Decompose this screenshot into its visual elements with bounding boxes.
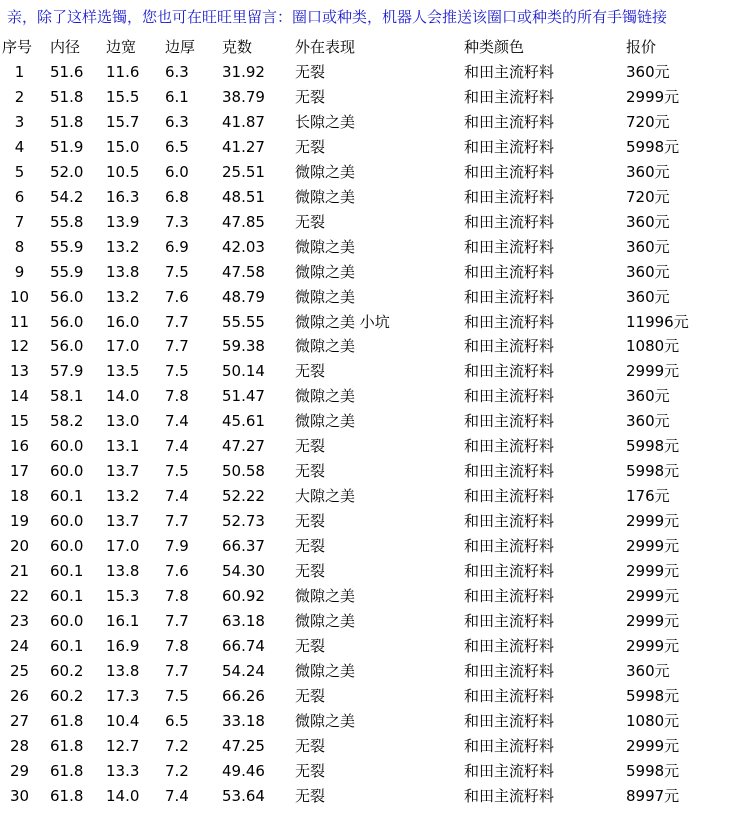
cell-thickness: 6.8 xyxy=(165,187,189,206)
cell-price: 8997元 xyxy=(626,786,680,805)
cell-weight: 47.85 xyxy=(222,212,265,231)
cell-thickness: 7.5 xyxy=(165,462,189,481)
cell-index: 18 xyxy=(9,487,30,506)
cell-weight: 66.26 xyxy=(222,686,265,705)
table-row xyxy=(2,110,726,135)
cell-inner-diameter: 60.1 xyxy=(50,636,84,655)
cell-weight: 49.46 xyxy=(222,761,265,780)
cell-index: 28 xyxy=(9,736,30,755)
cell-type-color: 和田主流籽料 xyxy=(464,312,555,331)
cell-weight: 41.27 xyxy=(222,137,265,156)
cell-price: 2999元 xyxy=(626,87,680,106)
cell-index: 15 xyxy=(9,412,30,431)
cell-price: 360元 xyxy=(626,661,670,680)
cell-width: 13.8 xyxy=(106,562,140,581)
cell-index: 13 xyxy=(9,362,30,381)
table-row xyxy=(2,734,726,759)
cell-inner-diameter: 55.8 xyxy=(50,212,84,231)
cell-index: 20 xyxy=(9,537,30,556)
cell-width: 15.5 xyxy=(106,87,140,106)
cell-index: 7 xyxy=(14,212,25,231)
cell-thickness: 7.8 xyxy=(165,636,189,655)
cell-weight: 50.14 xyxy=(222,362,265,381)
cell-type-color: 和田主流籽料 xyxy=(464,736,555,755)
cell-type-color: 和田主流籽料 xyxy=(464,686,555,705)
cell-appearance: 微隙之美 xyxy=(295,262,356,281)
header-price: 报价 xyxy=(626,38,657,56)
cell-thickness: 7.5 xyxy=(165,686,189,705)
cell-appearance: 微隙之美 xyxy=(295,387,356,406)
cell-appearance: 微隙之美 xyxy=(295,237,356,256)
cell-inner-diameter: 57.9 xyxy=(50,362,84,381)
cell-thickness: 7.4 xyxy=(165,487,189,506)
cell-thickness: 7.6 xyxy=(165,562,189,581)
table-row xyxy=(2,409,726,434)
cell-type-color: 和田主流籽料 xyxy=(464,63,555,81)
cell-type-color: 和田主流籽料 xyxy=(464,112,555,131)
cell-inner-diameter: 58.2 xyxy=(50,412,84,431)
cell-price: 360元 xyxy=(626,287,670,306)
cell-width: 13.9 xyxy=(106,212,140,231)
cell-type-color: 和田主流籽料 xyxy=(464,287,555,306)
cell-price: 2999元 xyxy=(626,362,680,381)
table-row xyxy=(2,434,726,459)
cell-type-color: 和田主流籽料 xyxy=(464,711,555,730)
cell-inner-diameter: 51.6 xyxy=(50,63,84,81)
cell-weight: 47.27 xyxy=(222,437,265,456)
header-type-color: 种类颜色 xyxy=(464,38,525,56)
cell-index: 23 xyxy=(9,611,30,630)
cell-appearance: 长隙之美 xyxy=(295,112,356,131)
table-row xyxy=(2,260,726,285)
cell-type-color: 和田主流籽料 xyxy=(464,587,555,606)
cell-thickness: 7.2 xyxy=(165,761,189,780)
cell-width: 13.2 xyxy=(106,237,140,256)
header-inner-diameter: 内径 xyxy=(50,38,81,56)
table-body xyxy=(2,60,726,809)
cell-index: 11 xyxy=(9,312,30,331)
cell-weight: 31.92 xyxy=(222,63,265,81)
cell-thickness: 7.4 xyxy=(165,786,189,805)
table-row xyxy=(2,185,726,210)
cell-inner-diameter: 61.8 xyxy=(50,761,84,780)
cell-width: 16.3 xyxy=(106,187,140,206)
cell-index: 19 xyxy=(9,512,30,531)
cell-index: 24 xyxy=(9,636,30,655)
cell-thickness: 7.9 xyxy=(165,537,189,556)
cell-weight: 48.79 xyxy=(222,287,265,306)
cell-index: 17 xyxy=(9,462,30,481)
table-row xyxy=(2,359,726,384)
cell-width: 10.4 xyxy=(106,711,140,730)
cell-price: 360元 xyxy=(626,162,670,181)
cell-appearance: 无裂 xyxy=(295,137,326,156)
cell-index: 3 xyxy=(14,112,25,131)
cell-width: 13.0 xyxy=(106,412,140,431)
cell-type-color: 和田主流籽料 xyxy=(464,562,555,581)
cell-width: 17.0 xyxy=(106,537,140,556)
cell-width: 12.7 xyxy=(106,736,140,755)
cell-width: 15.0 xyxy=(106,137,140,156)
table-row xyxy=(2,285,726,310)
cell-price: 720元 xyxy=(626,187,670,206)
cell-appearance: 无裂 xyxy=(295,63,326,81)
cell-type-color: 和田主流籽料 xyxy=(464,512,555,531)
cell-inner-diameter: 60.1 xyxy=(50,562,84,581)
cell-price: 360元 xyxy=(626,262,670,281)
cell-appearance: 无裂 xyxy=(295,686,326,705)
cell-appearance: 无裂 xyxy=(295,636,326,655)
cell-price: 5998元 xyxy=(626,761,680,780)
cell-type-color: 和田主流籽料 xyxy=(464,262,555,281)
cell-type-color: 和田主流籽料 xyxy=(464,337,555,356)
cell-inner-diameter: 60.0 xyxy=(50,537,84,556)
cell-type-color: 和田主流籽料 xyxy=(464,487,555,506)
cell-index: 5 xyxy=(14,162,25,181)
cell-weight: 66.37 xyxy=(222,537,265,556)
table-row xyxy=(2,160,726,185)
cell-width: 17.3 xyxy=(106,686,140,705)
table-row xyxy=(2,634,726,659)
cell-weight: 54.30 xyxy=(222,562,265,581)
cell-thickness: 7.5 xyxy=(165,262,189,281)
cell-width: 13.1 xyxy=(106,437,140,456)
cell-weight: 52.22 xyxy=(222,487,265,506)
cell-width: 13.3 xyxy=(106,761,140,780)
cell-width: 16.1 xyxy=(106,611,140,630)
cell-width: 17.0 xyxy=(106,337,140,356)
cell-weight: 48.51 xyxy=(222,187,265,206)
cell-weight: 41.87 xyxy=(222,112,265,131)
cell-weight: 54.24 xyxy=(222,661,265,680)
cell-price: 5998元 xyxy=(626,137,680,156)
cell-weight: 51.47 xyxy=(222,387,265,406)
cell-price: 2999元 xyxy=(626,636,680,655)
header-weight: 克数 xyxy=(222,38,253,56)
cell-appearance: 微隙之美 xyxy=(295,337,356,356)
cell-width: 13.8 xyxy=(106,262,140,281)
cell-type-color: 和田主流籽料 xyxy=(464,636,555,655)
cell-type-color: 和田主流籽料 xyxy=(464,761,555,780)
cell-inner-diameter: 61.8 xyxy=(50,786,84,805)
cell-price: 1080元 xyxy=(626,337,680,356)
cell-appearance: 微隙之美 xyxy=(295,287,356,306)
cell-inner-diameter: 60.0 xyxy=(50,512,84,531)
cell-thickness: 7.8 xyxy=(165,387,189,406)
cell-thickness: 7.7 xyxy=(165,512,189,531)
cell-price: 360元 xyxy=(626,412,670,431)
cell-inner-diameter: 60.0 xyxy=(50,437,84,456)
cell-index: 26 xyxy=(9,686,30,705)
cell-inner-diameter: 60.1 xyxy=(50,487,84,506)
cell-appearance: 微隙之美 xyxy=(295,611,356,630)
cell-inner-diameter: 60.2 xyxy=(50,686,84,705)
cell-appearance: 微隙之美 xyxy=(295,661,356,680)
cell-thickness: 7.4 xyxy=(165,412,189,431)
cell-thickness: 7.7 xyxy=(165,611,189,630)
cell-appearance: 无裂 xyxy=(295,537,326,556)
table-row xyxy=(2,135,726,160)
table-row xyxy=(2,609,726,634)
cell-weight: 50.58 xyxy=(222,462,265,481)
cell-type-color: 和田主流籽料 xyxy=(464,387,555,406)
cell-thickness: 7.8 xyxy=(165,587,189,606)
cell-inner-diameter: 60.0 xyxy=(50,462,84,481)
cell-inner-diameter: 52.0 xyxy=(50,162,84,181)
cell-thickness: 6.9 xyxy=(165,237,189,256)
cell-price: 11996元 xyxy=(626,312,689,331)
cell-index: 12 xyxy=(9,337,30,356)
cell-inner-diameter: 61.8 xyxy=(50,736,84,755)
cell-appearance: 无裂 xyxy=(295,87,326,106)
table-row xyxy=(2,509,726,534)
cell-weight: 42.03 xyxy=(222,237,265,256)
cell-index: 14 xyxy=(9,387,30,406)
cell-type-color: 和田主流籽料 xyxy=(464,437,555,456)
cell-index: 1 xyxy=(14,63,25,81)
header-thickness: 边厚 xyxy=(165,38,196,56)
cell-price: 5998元 xyxy=(626,437,680,456)
cell-thickness: 6.5 xyxy=(165,137,189,156)
table-row xyxy=(2,584,726,609)
cell-inner-diameter: 51.9 xyxy=(50,137,84,156)
cell-price: 5998元 xyxy=(626,686,680,705)
cell-appearance: 微隙之美 xyxy=(295,711,356,730)
cell-weight: 63.18 xyxy=(222,611,265,630)
notice-text: 亲，除了这样选镯，您也可在旺旺里留言：圈口或种类，机器人会推送该圈口或种类的所有手镯链接 xyxy=(7,8,668,26)
cell-appearance: 无裂 xyxy=(295,462,326,481)
cell-weight: 59.38 xyxy=(222,337,265,356)
cell-appearance: 微隙之美 xyxy=(295,187,356,206)
cell-inner-diameter: 56.0 xyxy=(50,337,84,356)
cell-width: 15.3 xyxy=(106,587,140,606)
cell-weight: 25.51 xyxy=(222,162,265,181)
table-row xyxy=(2,210,726,235)
cell-width: 13.2 xyxy=(106,487,140,506)
cell-price: 720元 xyxy=(626,112,670,131)
cell-thickness: 6.3 xyxy=(165,63,189,81)
cell-inner-diameter: 60.1 xyxy=(50,587,84,606)
cell-width: 15.7 xyxy=(106,112,140,131)
cell-weight: 60.92 xyxy=(222,587,265,606)
cell-weight: 47.58 xyxy=(222,262,265,281)
cell-inner-diameter: 55.9 xyxy=(50,237,84,256)
cell-thickness: 7.5 xyxy=(165,362,189,381)
table-row xyxy=(2,534,726,559)
cell-appearance: 无裂 xyxy=(295,512,326,531)
cell-width: 13.7 xyxy=(106,462,140,481)
cell-index: 29 xyxy=(9,761,30,780)
cell-price: 360元 xyxy=(626,237,670,256)
cell-price: 1080元 xyxy=(626,711,680,730)
cell-width: 14.0 xyxy=(106,387,140,406)
table-row xyxy=(2,60,726,85)
header-width: 边宽 xyxy=(106,38,137,56)
header-index: 序号 xyxy=(2,38,33,56)
table-row xyxy=(2,484,726,509)
cell-appearance: 无裂 xyxy=(295,786,326,805)
cell-thickness: 7.7 xyxy=(165,312,189,331)
table-row xyxy=(2,85,726,110)
cell-appearance: 大隙之美 xyxy=(295,487,356,506)
cell-width: 13.2 xyxy=(106,287,140,306)
table-row xyxy=(2,384,726,409)
cell-thickness: 7.4 xyxy=(165,437,189,456)
cell-width: 16.9 xyxy=(106,636,140,655)
cell-appearance: 微隙之美 xyxy=(295,587,356,606)
cell-inner-diameter: 58.1 xyxy=(50,387,84,406)
cell-index: 9 xyxy=(14,262,25,281)
table-row xyxy=(2,784,726,809)
cell-price: 2999元 xyxy=(626,537,680,556)
cell-weight: 45.61 xyxy=(222,412,265,431)
cell-thickness: 6.3 xyxy=(165,112,189,131)
cell-weight: 55.55 xyxy=(222,312,265,331)
cell-price: 2999元 xyxy=(626,562,680,581)
bracelet-table xyxy=(2,34,726,809)
cell-type-color: 和田主流籽料 xyxy=(464,362,555,381)
cell-thickness: 7.3 xyxy=(165,212,189,231)
cell-type-color: 和田主流籽料 xyxy=(464,537,555,556)
cell-type-color: 和田主流籽料 xyxy=(464,187,555,206)
cell-type-color: 和田主流籽料 xyxy=(464,162,555,181)
cell-price: 360元 xyxy=(626,63,670,81)
cell-inner-diameter: 54.2 xyxy=(50,187,84,206)
cell-thickness: 6.5 xyxy=(165,711,189,730)
cell-weight: 47.25 xyxy=(222,736,265,755)
cell-appearance: 无裂 xyxy=(295,736,326,755)
cell-appearance: 微隙之美 小坑 xyxy=(295,312,390,331)
cell-width: 16.0 xyxy=(106,312,140,331)
table-row xyxy=(2,235,726,260)
cell-inner-diameter: 60.2 xyxy=(50,661,84,680)
cell-appearance: 无裂 xyxy=(295,562,326,581)
table-row xyxy=(2,559,726,584)
table-row xyxy=(2,659,726,684)
cell-type-color: 和田主流籽料 xyxy=(464,611,555,630)
header-appearance: 外在表现 xyxy=(295,38,356,56)
cell-inner-diameter: 56.0 xyxy=(50,312,84,331)
cell-price: 360元 xyxy=(626,212,670,231)
cell-width: 13.7 xyxy=(106,512,140,531)
cell-price: 2999元 xyxy=(626,611,680,630)
cell-thickness: 7.7 xyxy=(165,337,189,356)
cell-width: 13.5 xyxy=(106,362,140,381)
cell-appearance: 无裂 xyxy=(295,437,326,456)
cell-type-color: 和田主流籽料 xyxy=(464,87,555,106)
cell-index: 22 xyxy=(9,587,30,606)
cell-index: 8 xyxy=(14,237,25,256)
cell-weight: 33.18 xyxy=(222,711,265,730)
cell-price: 5998元 xyxy=(626,462,680,481)
cell-width: 10.5 xyxy=(106,162,140,181)
cell-index: 4 xyxy=(14,137,25,156)
cell-type-color: 和田主流籽料 xyxy=(464,786,555,805)
cell-thickness: 7.2 xyxy=(165,736,189,755)
cell-type-color: 和田主流籽料 xyxy=(464,462,555,481)
cell-price: 2999元 xyxy=(626,736,680,755)
cell-inner-diameter: 51.8 xyxy=(50,112,84,131)
cell-appearance: 微隙之美 xyxy=(295,162,356,181)
table-row xyxy=(2,684,726,709)
cell-type-color: 和田主流籽料 xyxy=(464,137,555,156)
cell-appearance: 微隙之美 xyxy=(295,412,356,431)
cell-type-color: 和田主流籽料 xyxy=(464,237,555,256)
cell-inner-diameter: 60.0 xyxy=(50,611,84,630)
cell-index: 10 xyxy=(9,287,30,306)
cell-index: 21 xyxy=(9,562,30,581)
cell-index: 25 xyxy=(9,661,30,680)
cell-index: 16 xyxy=(9,437,30,456)
cell-thickness: 7.7 xyxy=(165,661,189,680)
cell-weight: 53.64 xyxy=(222,786,265,805)
cell-inner-diameter: 61.8 xyxy=(50,711,84,730)
cell-type-color: 和田主流籽料 xyxy=(464,412,555,431)
table-row xyxy=(2,759,726,784)
cell-type-color: 和田主流籽料 xyxy=(464,661,555,680)
table-row xyxy=(2,709,726,734)
cell-index: 27 xyxy=(9,711,30,730)
cell-price: 2999元 xyxy=(626,587,680,606)
cell-width: 11.6 xyxy=(106,63,140,81)
cell-inner-diameter: 55.9 xyxy=(50,262,84,281)
table-row xyxy=(2,334,726,359)
cell-weight: 66.74 xyxy=(222,636,265,655)
cell-inner-diameter: 51.8 xyxy=(50,87,84,106)
cell-appearance: 无裂 xyxy=(295,362,326,381)
cell-index: 2 xyxy=(14,87,25,106)
table-header-row xyxy=(2,34,726,60)
cell-inner-diameter: 56.0 xyxy=(50,287,84,306)
cell-price: 176元 xyxy=(626,487,670,506)
cell-appearance: 无裂 xyxy=(295,212,326,231)
cell-weight: 52.73 xyxy=(222,512,265,531)
cell-appearance: 无裂 xyxy=(295,761,326,780)
table-row xyxy=(2,310,726,335)
cell-width: 13.8 xyxy=(106,661,140,680)
cell-thickness: 6.0 xyxy=(165,162,189,181)
cell-price: 360元 xyxy=(626,387,670,406)
cell-index: 6 xyxy=(14,187,25,206)
cell-thickness: 6.1 xyxy=(165,87,189,106)
cell-width: 14.0 xyxy=(106,786,140,805)
cell-index: 30 xyxy=(9,786,30,805)
cell-weight: 38.79 xyxy=(222,87,265,106)
cell-price: 2999元 xyxy=(626,512,680,531)
table-row xyxy=(2,459,726,484)
cell-type-color: 和田主流籽料 xyxy=(464,212,555,231)
cell-thickness: 7.6 xyxy=(165,287,189,306)
